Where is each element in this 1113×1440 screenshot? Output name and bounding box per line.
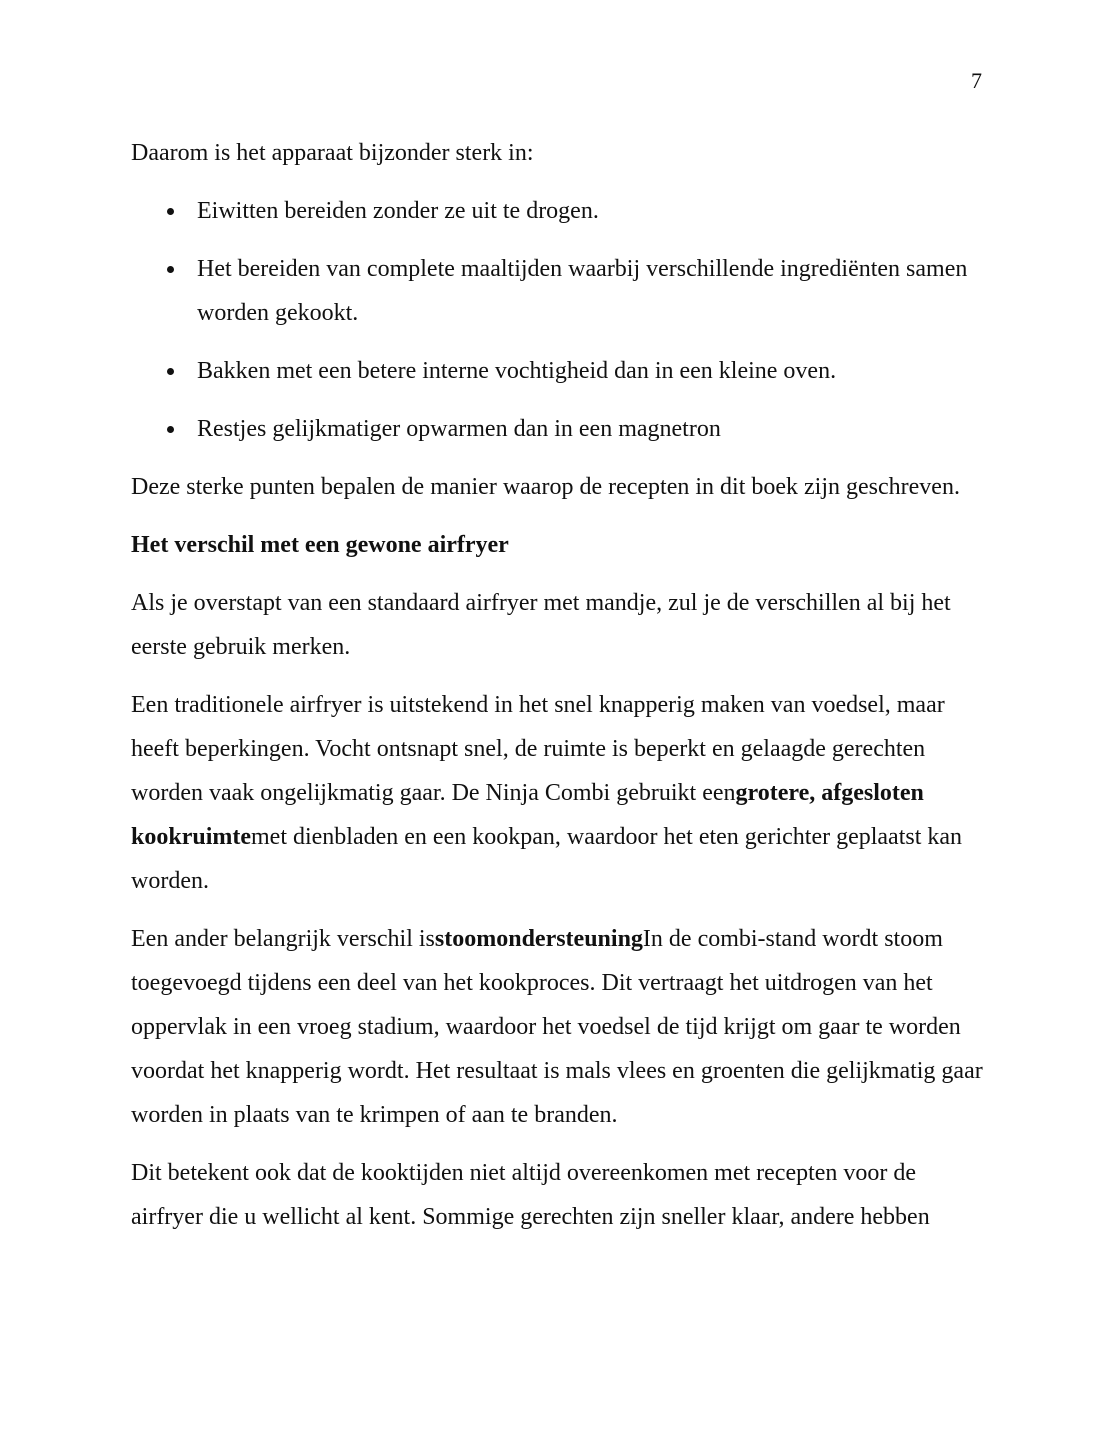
traditional-bold-text: grotere, afgesloten kookruimte bbox=[131, 780, 924, 850]
list-item bbox=[131, 407, 991, 451]
traditional-paragraph bbox=[131, 683, 991, 903]
steam-text-after: In de combi-stand wordt stoom toegevoegd tijdens een deel van het kookproces. Dit vertraagt het uitdrogen van het oppervlak in een vroeg stadium, waardoor het voedsel de tijd krijgt om gaar te worden voordat het knapperig wordt. Het resultaat is mals vlees en groenten die gelijkmatig gaar worden in plaats van te krimpen of aan te branden. bbox=[131, 926, 983, 1128]
bullet-icon bbox=[167, 266, 174, 273]
section-heading: Het verschil met een gewone airfryer bbox=[131, 532, 509, 558]
intro-paragraph: Daarom is het apparaat bijzonder sterk in: bbox=[131, 140, 534, 166]
list-item-text: Het bereiden van complete maaltijden waarbij verschillende ingrediënten samen worden gekookt. bbox=[197, 256, 968, 326]
traditional-text-after: met dienbladen en een kookpan, waardoor het eten gerichter geplaatst kan worden. bbox=[131, 824, 963, 894]
steam-paragraph bbox=[131, 917, 991, 1137]
steam-text-before: Een ander belangrijk verschil is bbox=[131, 926, 435, 952]
list-item-text: Bakken met een betere interne vochtigheid dan in een kleine oven. bbox=[197, 358, 837, 384]
steam-bold-text: stoomondersteuning bbox=[434, 926, 643, 952]
list-item bbox=[131, 349, 991, 393]
bullet-icon bbox=[167, 368, 174, 375]
page-number: 7 bbox=[971, 68, 982, 93]
strengths-list bbox=[131, 189, 991, 451]
list-item-text: Restjes gelijkmatiger opwarmen dan in een magnetron bbox=[197, 416, 721, 442]
switch-paragraph: Als je overstapt van een standaard airfryer met mandje, zul je de verschillen al bij het eerste gebruik merken. bbox=[131, 590, 951, 660]
page-body bbox=[131, 131, 991, 1253]
list-item bbox=[131, 247, 991, 335]
traditional-text-before: Een traditionele airfryer is uitstekend in het snel knapperig maken van voedsel, maar heeft beperkingen. Vocht ontsnapt snel, de ruimte is beperkt en gelaagde gerechten worden vaak ongelijkmatig gaar. De Ninja Combi gebruikt een bbox=[131, 692, 945, 806]
list-item bbox=[131, 189, 991, 233]
cooking-times-paragraph: Dit betekent ook dat de kooktijden niet altijd overeenkomen met recepten voor de airfryer die u wellicht al kent. Sommige gerechten zijn sneller klaar, andere hebben bbox=[131, 1160, 930, 1230]
list-item-text: Eiwitten bereiden zonder ze uit te drogen. bbox=[197, 198, 599, 224]
bullet-icon bbox=[167, 208, 174, 215]
strengths-paragraph: Deze sterke punten bepalen de manier waarop de recepten in dit boek zijn geschreven. bbox=[131, 474, 960, 500]
bullet-icon bbox=[167, 426, 174, 433]
